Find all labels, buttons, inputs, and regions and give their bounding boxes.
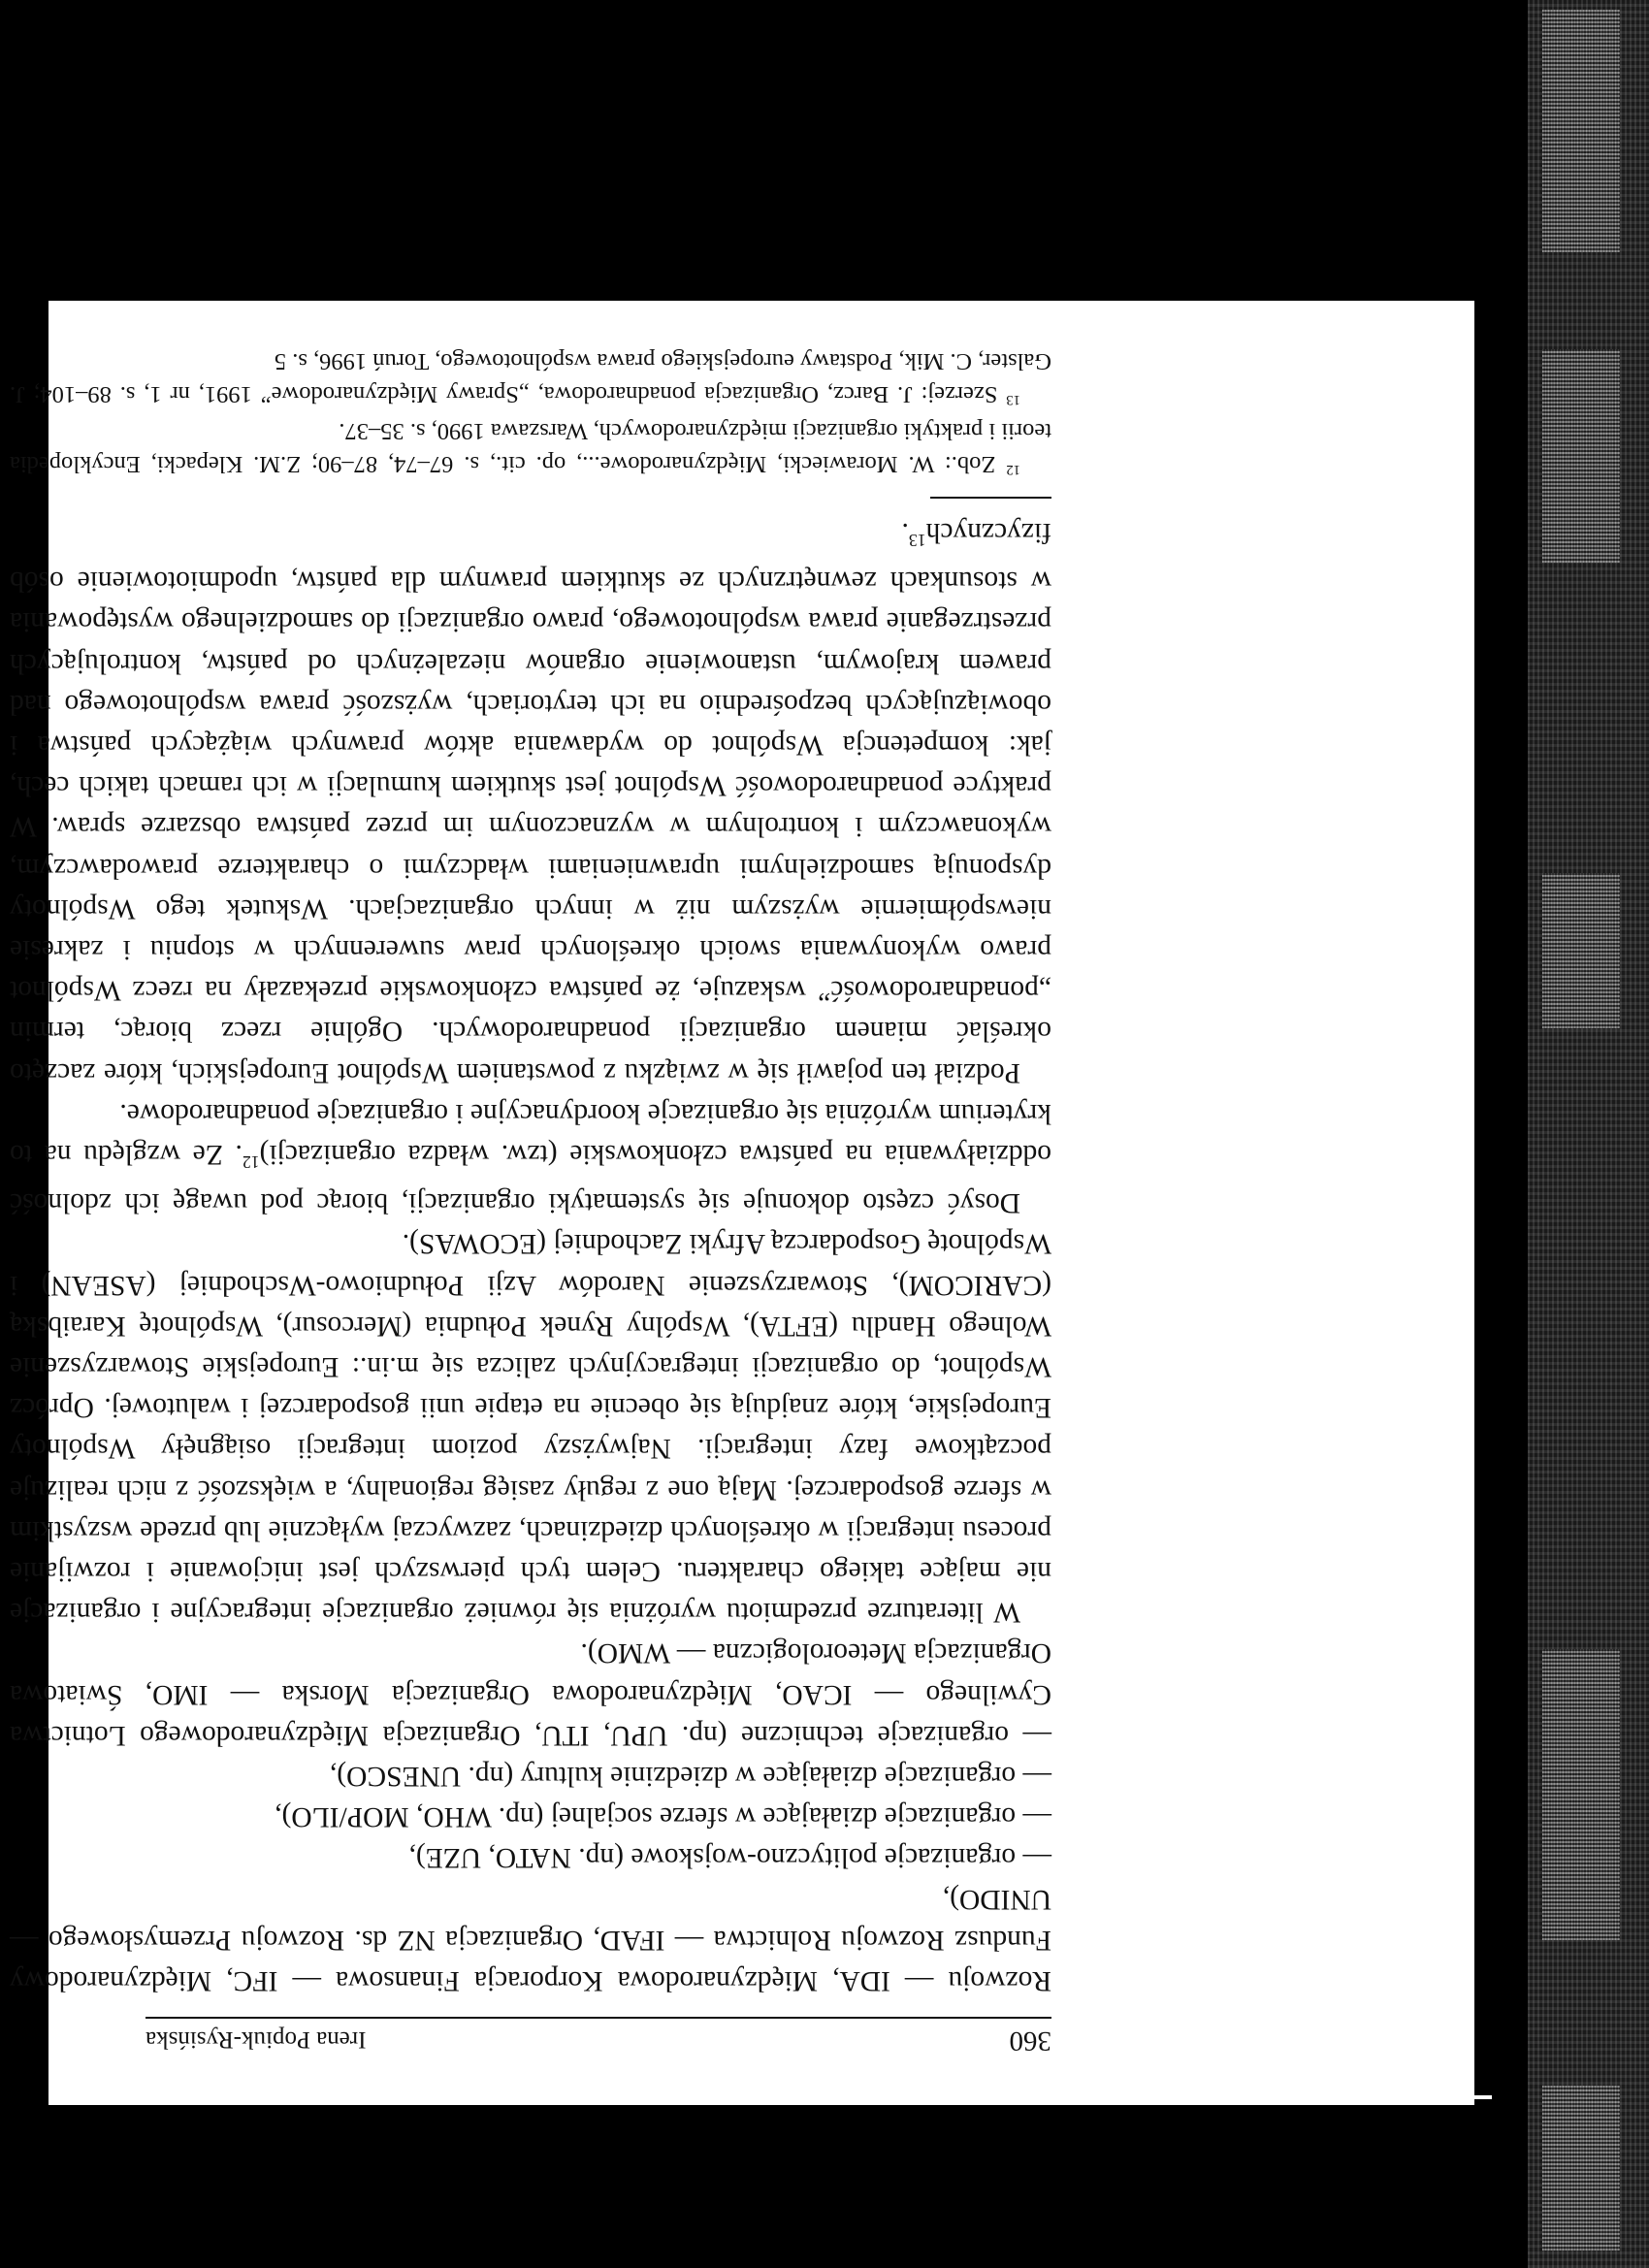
- body-text: [10, 512, 1051, 2001]
- footnote-ref: 12: [242, 1151, 260, 1172]
- scan-edge-artifact: [1542, 1649, 1620, 1940]
- footnote-text: Szerzej: J. Barcz, Organizacja ponadnarodowa, „Sprawy Międzynarodowe” 1991, nr 1, s. 89–104; J. Galster, C. Mik, Podstawy europejskiego prawa wspólnotowego, Toruń 1996, s. 5: [9, 348, 1051, 407]
- page-sheet: [9, 301, 1474, 2105]
- footnote-divider: [930, 497, 1051, 499]
- paragraph: [10, 512, 1051, 1093]
- running-header: [146, 2017, 1051, 2057]
- footnotes: [10, 345, 1051, 499]
- paragraph: Rozwoju — IDA, Międzynarodowa Korporacja Finansowa — IFC, Międzynarodowy Fundusz Rozwoju Rolnictwa — IFAD, Organizacja NZ ds. Rozwoju Przemysłowego — UNIDO),: [10, 1883, 1051, 1996]
- paragraph-text: Dosyć często dokonuje się systematyki organizacji, biorąc pod uwagę ich zdolność oddziaływania na państwa członkowskie (tzw. władza organizacji): [10, 1139, 1051, 1219]
- scan-edge-artifact: [1542, 10, 1620, 252]
- footnote-ref: 13: [908, 531, 926, 551]
- footnote-number: 13: [1006, 391, 1020, 407]
- paragraph: W literaturze przedmiotu wyróżnia się również organizacje integracyjne i organizacje nie mające takiego charakteru. Celem tych pierwszych jest inicjowanie i rozwijanie procesu integracji w określonych dziedzinach, zazwyczaj wyłącznie lub przede wszystkim w sferze gospodarczej. Mają one z reguły zasięg regionalny, a większość z nich realizuje początkowe fazy integracji. Najwyższy poziom integracji osiągnęły Wspólnoty Europejskie, które znajdują się obecnie na etapie unii gospodarczej i walutowej. Oprócz Wspólnot, do organizacji integracyjnych zalicza się m.in.: Europejskie Stowarzyszenie Wolnego Handlu (EFTA), Wspólny Rynek Południa (Mercosur), Wspólnotę Karaibską (CARICOM), Stowarzyszenie Narodów Azji Południowo-Wschodniej (ASEAN) i Wspólnotę Gospodarczą Afryki Zachodniej (ECOWAS).: [10, 1228, 1051, 1629]
- list-item: — organizacje polityczno-wojskowe (np. NATO, UZE),: [408, 1842, 1051, 1874]
- scan-edge-artifact: [1542, 349, 1620, 563]
- paragraph-text: . Ze względu na to kryterium wyróżnia się organizacje koordynacyjne i organizacje ponadnarodowe.: [9, 1097, 1051, 1171]
- paragraph-text: .: [901, 517, 909, 549]
- page-content: [9, 301, 1474, 2057]
- footnote: [10, 345, 1051, 415]
- list-item: — organizacje techniczne (np. UPU, ITU, Organizacja Międzynarodowego Lotnictwa Cywilnego — ICAO, Międzynarodowa Organizacja Morska — IMO, Światowa Organizacja Meteorologiczna — WMO).: [10, 1637, 1051, 1751]
- footnote-number: 12: [1006, 462, 1020, 478]
- scan-edge-artifact: [1542, 873, 1620, 1028]
- footnote: [10, 415, 1051, 485]
- list-item: — organizacje działające w sferze socjalnej (np. WHO, MOP/ILO),: [275, 1801, 1051, 1833]
- scanned-page: [9, 301, 1474, 2105]
- scan-edge-artifact: [1542, 2086, 1620, 2251]
- paragraph: [10, 1093, 1051, 1223]
- paragraph-text: Podział ten pojawił się w związku z powstaniem Wspólnot Europejskich, które zaczęto określać mianem organizacji ponadnarodowych. Ogólnie rzecz biorąc, termin „ponadnarodowość” wskazuje, że państwa członkowskie przekazały na rzecz Wspólnot prawo wykonywania swoich określonych praw suwerennych w stopniu i zakresie niewspółmiernie wyższym niż w innych organizacjach. Wskutek tego Wspólnoty dysponują samodzielnymi uprawnieniami władczymi o charakterze prawodawczym, wykonawczym i kontrolnym w wyznaczonym im przez państwa obszarze spraw. W praktyce ponadnarodowość Wspólnot jest skutkiem kumulacji w ich ramach takich cech, jak: kompetencja Wspólnot do wydawania aktów prawnych wiążących państwa i obowiązujących bezpośrednio na ich terytoriach, wyższość prawa wspólnotowego nad prawem krajowym, ustanowienie organów niezależnych od państw, kontrolujących przestrzeganie prawa wspólnotowego, prawo organizacji do samodzielnego występowania w stosunkach zewnętrznych ze skutkiem prawnym dla państw, upodmiotowienie osób fizycznych: [10, 517, 1051, 1088]
- header-author: Irena Popiuk-Rysińska: [146, 2026, 367, 2053]
- footnote-text: Zob.: W. Morawiecki, Międzynarodowe..., op. cit., s. 67–74, 87–90; Z.M. Klepacki, Encyklopedia teorii i praktyki organizacji międzynarodowych, Warszawa 1990, s. 35–37.: [10, 418, 1051, 477]
- page-number: 360: [1009, 2025, 1051, 2057]
- list-item: — organizacje działające w dziedzinie kultury (np. UNESCO),: [329, 1760, 1051, 1792]
- scan-mark: [1474, 2095, 1492, 2099]
